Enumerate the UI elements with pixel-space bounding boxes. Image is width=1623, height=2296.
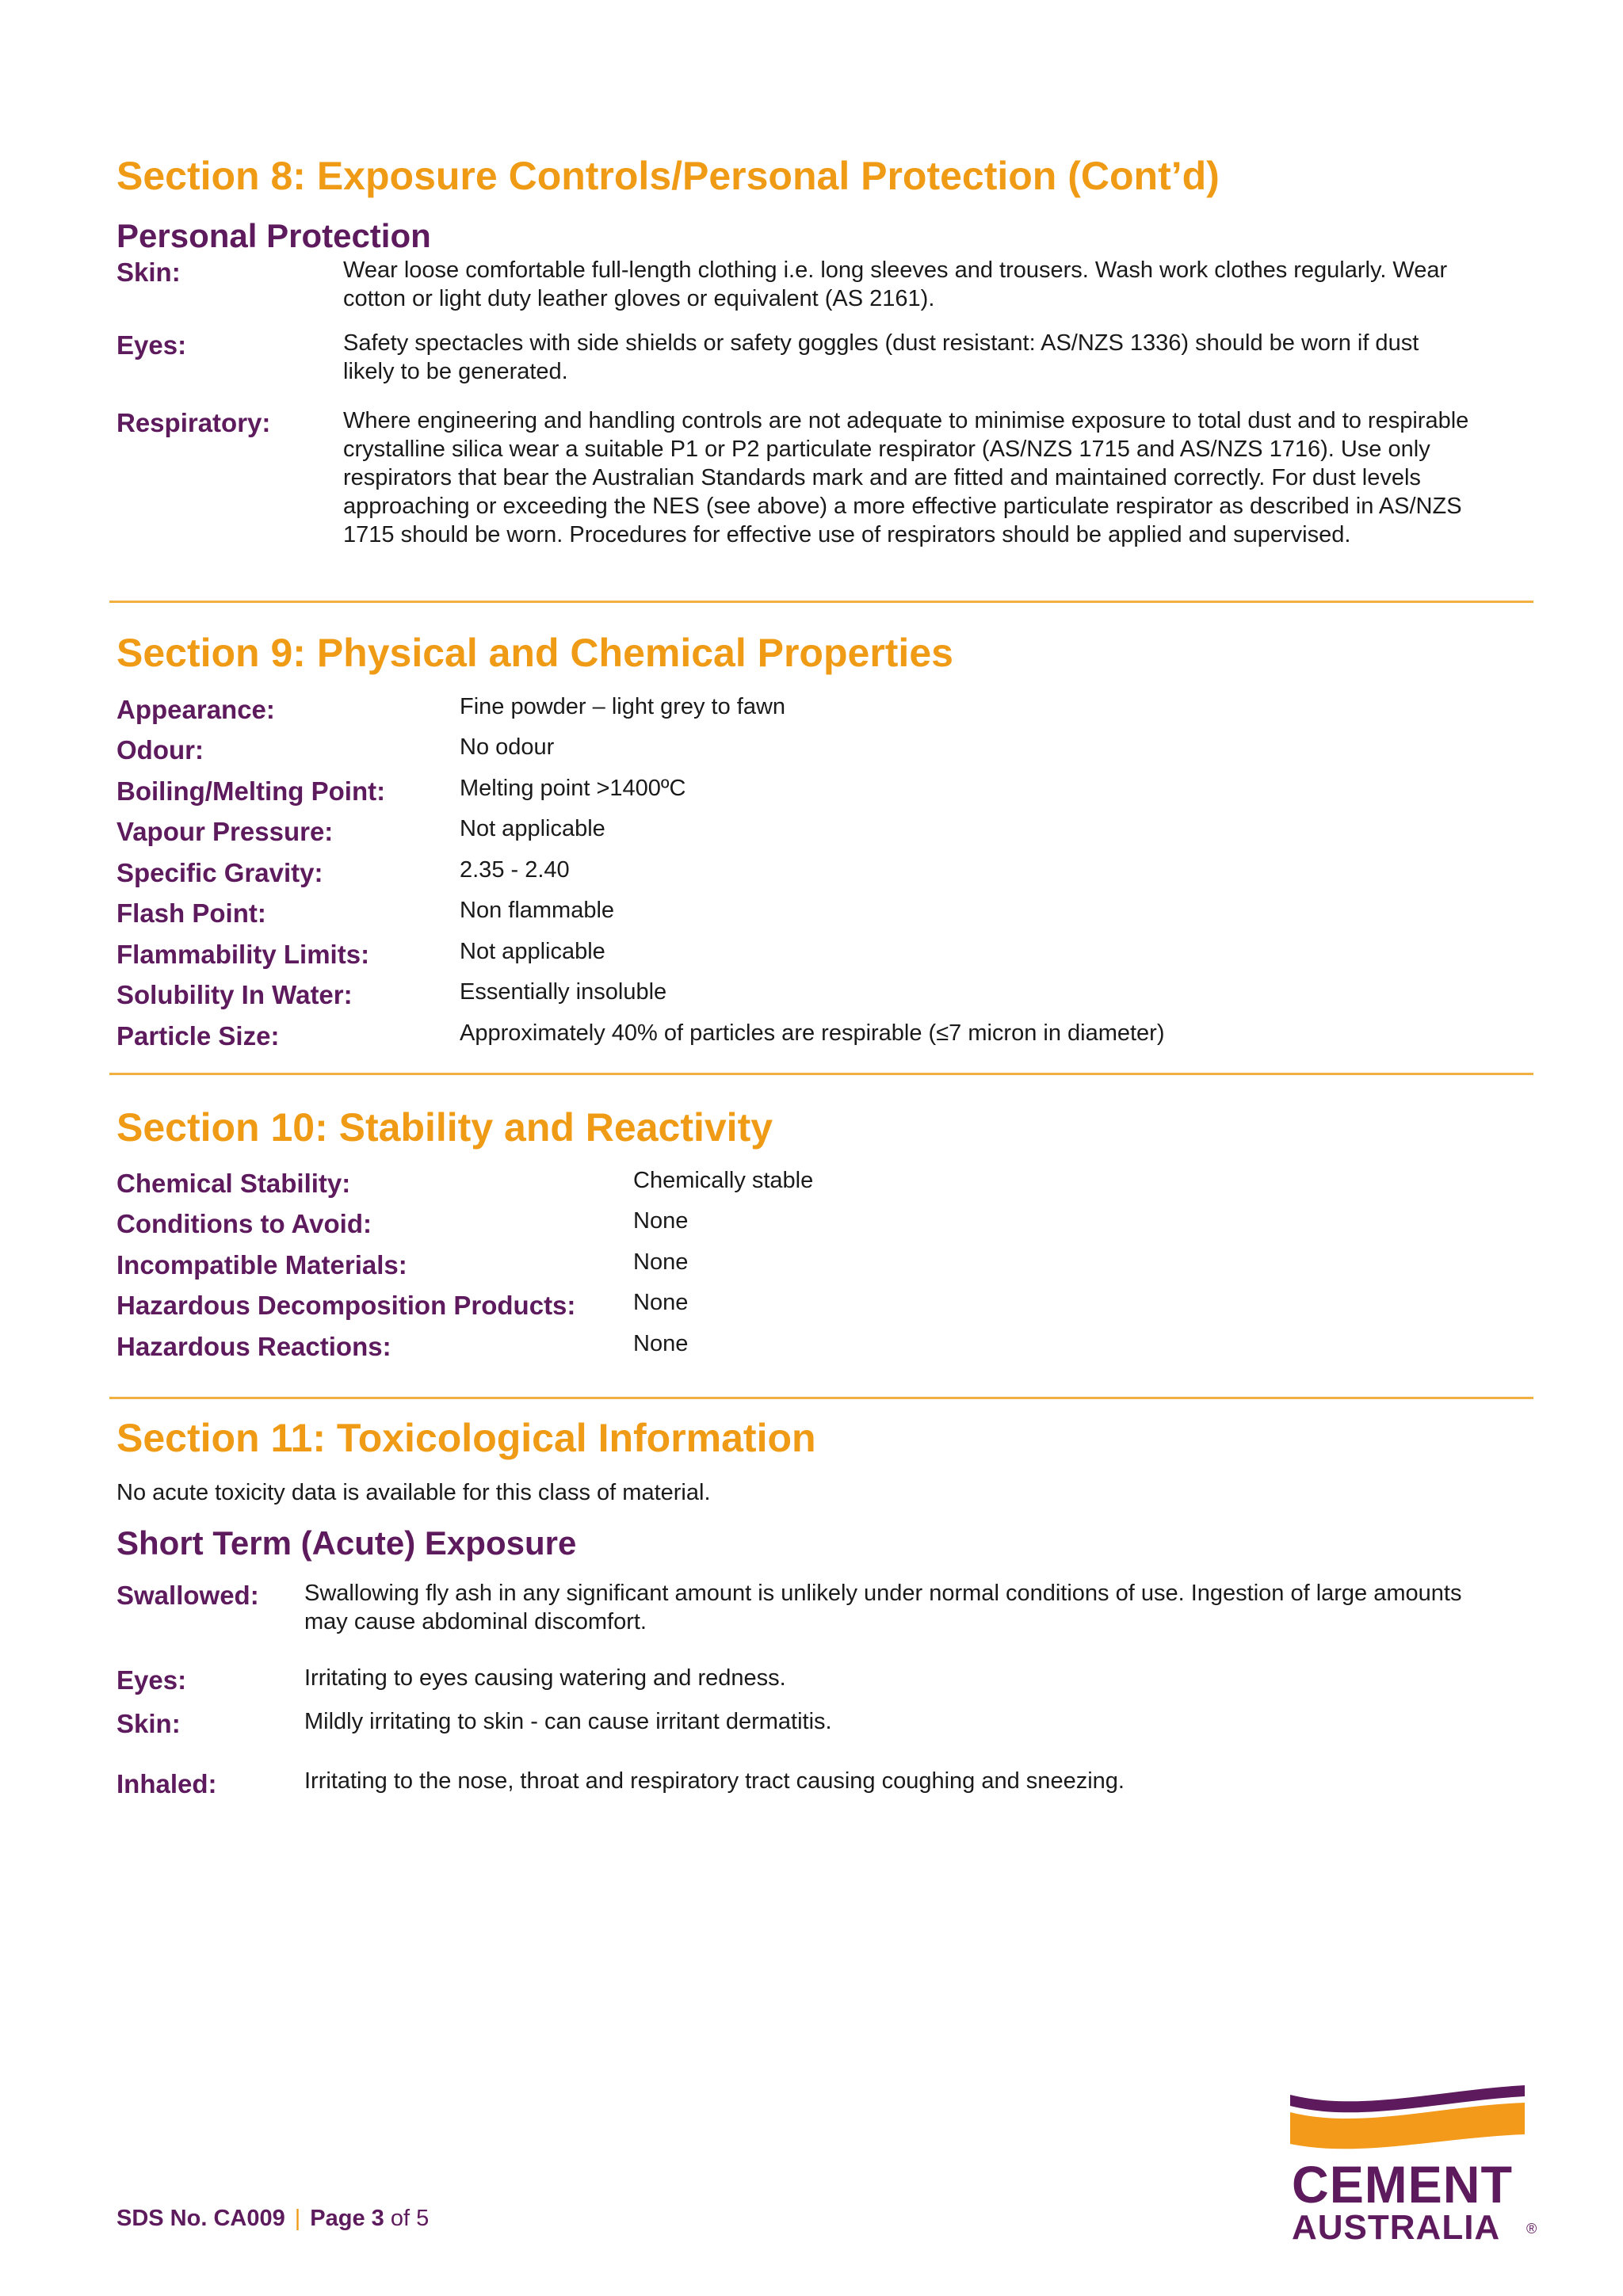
- section-11-title: Section 11: Toxicological Information: [116, 1416, 816, 1460]
- personal-protection-heading: Personal Protection: [116, 217, 431, 254]
- section-divider: [109, 1073, 1533, 1075]
- appearance-value: Fine powder – light grey to fawn: [460, 694, 786, 719]
- section-8-title: Section 8: Exposure Controls/Personal Protection (Cont’d): [116, 154, 1220, 198]
- logo-swoosh-graphic: [1289, 2085, 1526, 2158]
- hazardous-decomposition-label: Hazardous Decomposition Products:: [116, 1291, 576, 1320]
- solubility-label: Solubility In Water:: [116, 980, 353, 1009]
- flammability-limits-label: Flammability Limits:: [116, 940, 370, 969]
- sds-number: SDS No. CA009: [116, 2206, 285, 2231]
- boiling-melting-point-value: Melting point >1400ºC: [460, 776, 686, 801]
- particle-size-value: Approximately 40% of particles are respirable (≤7 micron in diameter): [460, 1020, 1165, 1046]
- conditions-to-avoid-value: None: [633, 1208, 689, 1234]
- specific-gravity-value: 2.35 - 2.40: [460, 857, 570, 883]
- registered-mark: ®: [1526, 2221, 1537, 2237]
- skin-text: Wear loose comfortable full-length clothing i.e. long sleeves and trousers. Wash work clothes regularly. Wear cotton or light duty leather gloves or equivalent (AS 2161).: [343, 257, 1448, 311]
- eyes-exposure-label: Eyes:: [116, 1665, 187, 1695]
- hazardous-reactions-label: Hazardous Reactions:: [116, 1332, 391, 1361]
- footer-separator: |: [294, 2206, 301, 2231]
- section-divider: [109, 1397, 1533, 1399]
- skin-exposure-label: Skin:: [116, 1709, 181, 1738]
- vapour-pressure-label: Vapour Pressure:: [116, 817, 334, 846]
- short-term-exposure-heading: Short Term (Acute) Exposure: [116, 1524, 577, 1562]
- solubility-value: Essentially insoluble: [460, 979, 667, 1005]
- flash-point-value: Non flammable: [460, 898, 615, 923]
- skin-label: Skin:: [116, 257, 181, 287]
- swallowed-label: Swallowed:: [116, 1581, 259, 1610]
- logo-australia-text: AUSTRALIA: [1292, 2208, 1501, 2247]
- eyes-text: Safety spectacles with side shields or safety goggles (dust resistant: AS/NZS 1336) should be worn if dust likely to be generated.: [343, 330, 1419, 384]
- hazardous-reactions-value: None: [633, 1331, 689, 1356]
- respiratory-label: Respiratory:: [116, 408, 271, 437]
- inhaled-label: Inhaled:: [116, 1769, 217, 1798]
- page-total: of 5: [390, 2206, 430, 2231]
- toxicity-intro-text: No acute toxicity data is available for this class of material.: [116, 1480, 711, 1505]
- eyes-exposure-text: Irritating to eyes causing watering and redness.: [304, 1665, 786, 1691]
- eyes-label: Eyes:: [116, 330, 187, 360]
- section-divider: [109, 601, 1533, 603]
- boiling-melting-point-label: Boiling/Melting Point:: [116, 776, 386, 806]
- incompatible-materials-value: None: [633, 1249, 689, 1275]
- flash-point-label: Flash Point:: [116, 898, 266, 928]
- page-number: Page 3: [310, 2206, 384, 2231]
- vapour-pressure-value: Not applicable: [460, 816, 605, 841]
- incompatible-materials-label: Incompatible Materials:: [116, 1250, 407, 1280]
- skin-exposure-text: Mildly irritating to skin - can cause irritant dermatitis.: [304, 1709, 832, 1734]
- appearance-label: Appearance:: [116, 695, 275, 724]
- particle-size-label: Particle Size:: [116, 1021, 280, 1051]
- section-10-title: Section 10: Stability and Reactivity: [116, 1105, 773, 1150]
- logo-cement-text: CEMENT: [1292, 2155, 1513, 2214]
- page-footer: [116, 2207, 429, 2230]
- cement-australia-logo: [1289, 2085, 1542, 2247]
- conditions-to-avoid-label: Conditions to Avoid:: [116, 1209, 372, 1238]
- hazardous-decomposition-value: None: [633, 1290, 689, 1315]
- odour-label: Odour:: [116, 735, 204, 765]
- chemical-stability-value: Chemically stable: [633, 1168, 814, 1193]
- flammability-limits-value: Not applicable: [460, 939, 605, 964]
- specific-gravity-label: Specific Gravity:: [116, 858, 323, 887]
- inhaled-text: Irritating to the nose, throat and respiratory tract causing coughing and sneezing.: [304, 1768, 1125, 1794]
- odour-value: No odour: [460, 734, 555, 760]
- chemical-stability-label: Chemical Stability:: [116, 1169, 351, 1198]
- respiratory-text: Where engineering and handling controls are not adequate to minimise exposure to total dust and to respirable crystalline silica wear a suitable P1 or P2 particulate respirator (AS/NZS 1715 and AS/NZS 1716). Use only respirators that bear the Australian Standards mark and are fitted and maintained correctly. For dust levels approaching or exceeding the NES (see above) a more effective particulate respirator as described in AS/NZS 1715 should be worn. Procedures for effective use of respirators should be applied and supervised.: [343, 408, 1469, 547]
- swallowed-text: Swallowing fly ash in any significant amount is unlikely under normal conditions of use. Ingestion of large amounts may cause abdominal discomfort.: [304, 1581, 1462, 1634]
- section-9-title: Section 9: Physical and Chemical Properties: [116, 631, 953, 675]
